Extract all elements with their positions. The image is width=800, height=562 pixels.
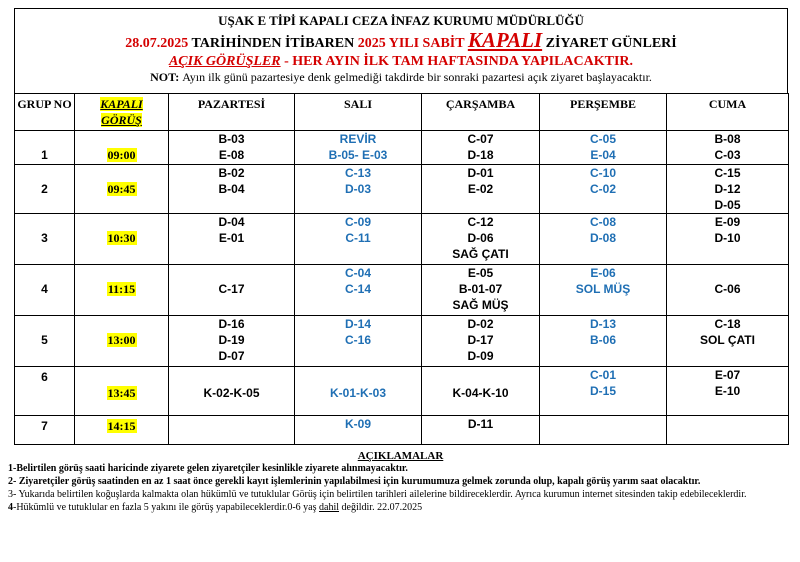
open-visits-text: - HER AYIN İLK TAM HAFTASINDA YAPILACAKTIR. [280,54,634,69]
ward-cell-thursday [540,165,667,214]
ward-cell-wednesday [422,416,540,445]
kapali-header-line2: GÖRÜŞ [101,113,142,127]
ward-cell-monday [169,316,295,367]
schedule-heading [15,28,787,53]
visit-time-cell [75,165,169,214]
ward-cell-wednesday [422,214,540,265]
visit-time: 09:45 [107,182,136,196]
ward-cell-friday [667,165,789,214]
group-number [15,316,75,367]
group-number [15,165,75,214]
ward-code [667,416,788,432]
ward-code: B-06 [589,333,616,347]
ward-code: C-15 [714,166,741,180]
ward-code: D-11 [467,417,494,431]
ward-code: C-02 [589,182,616,196]
visit-time-cell [75,131,169,165]
group-number-text: 3 [41,231,48,245]
schedule-table [14,93,789,445]
group-number-text: 4 [41,282,48,296]
kapali-label: KAPALI [467,28,543,52]
ward-cell-thursday [540,131,667,165]
ward-code: D-14 [344,317,371,331]
note-text: Ayın ilk günü pazartesiye denk gelmediği takdirde bir sonraki pazartesi açık ziyaret başlayacaktır. [182,70,652,84]
ward-code: E-08 [218,148,245,162]
ward-code: B-02 [218,166,245,180]
ward-code: D-03 [344,182,371,196]
ward-code: C-18 [714,317,741,331]
ward-code: C-04 [344,266,371,280]
ward-code: D-10 [714,231,741,245]
col-header-monday: PAZARTESİ [169,94,295,131]
ward-cell-monday [169,416,295,445]
visit-time: 13:00 [107,333,136,347]
ward-cell-monday [169,367,295,416]
note-4 [8,502,793,514]
col-header-friday: CUMA [667,94,789,131]
ward-code: B-08 [714,132,741,146]
group-number-text: 7 [41,419,48,433]
group-number-text: 2 [41,182,48,196]
institution-title: UŞAK E TİPİ KAPALI CEZA İNFAZ KURUMU MÜDÜRLÜĞÜ [218,13,584,28]
ward-code [169,416,294,432]
group-number [15,265,75,316]
col-header-tuesday: SALI [295,94,422,131]
ward-code: D-07 [218,349,245,363]
ward-code: D-02 [467,317,494,331]
table-row [15,265,789,316]
group-number-text: 5 [41,333,48,347]
ward-code: SOL ÇATI [700,333,755,347]
ward-code: C-03 [714,148,741,162]
ward-code: C-01 [589,368,616,382]
visit-days-label: ZİYARET GÜNLERİ [542,36,677,51]
ward-code: C-14 [344,282,371,296]
ward-cell-monday [169,265,295,316]
ward-cell-tuesday [295,265,422,316]
note-1: 1-Belirtilen görüş saati haricinde ziyarete gelen ziyaretçiler kesinlikle ziyarete alınmayacaktır. [8,463,408,474]
ward-cell-thursday [540,316,667,367]
ward-code: K-09 [344,417,371,431]
visit-time-cell [75,416,169,445]
col-header-thursday: PERŞEMBE [540,94,667,131]
col-header-kapali-gorus [75,94,169,131]
ward-code: C-16 [344,333,371,347]
ward-cell-wednesday [422,131,540,165]
ward-code: C-07 [467,132,494,146]
ward-cell-wednesday [422,367,540,416]
ward-code: C-08 [589,215,616,229]
group-number [15,214,75,265]
ward-code: SAĞ ÇATI [452,247,509,261]
group-number [15,131,75,165]
ward-cell-friday [667,367,789,416]
visit-time: 11:15 [107,282,136,296]
ward-code: D-05 [714,198,741,212]
visit-time: 13:45 [107,386,136,400]
ward-code: D-04 [218,215,245,229]
table-row [15,316,789,367]
ward-code: D-16 [218,317,245,331]
notes-title: AÇIKLAMALAR [357,450,444,462]
note-line [15,70,787,84]
ward-code: E-06 [590,266,616,280]
schedule-body [15,131,789,445]
ward-code: K-02-K-05 [203,386,260,400]
ward-cell-friday [667,214,789,265]
ward-code: C-10 [589,166,616,180]
ward-code: E-04 [590,148,616,162]
ward-cell-monday [169,165,295,214]
ward-code: C-09 [344,215,371,229]
ward-code: D-15 [589,384,616,398]
group-number-text: 6 [41,370,48,384]
header-row [15,94,789,131]
group-number [15,367,75,416]
note-4-text: -Hükümlü ve tutuklular en fazla 5 yakını ile görüş yapabileceklerdir.0-6 yaş [13,502,320,513]
ward-code: D-12 [714,182,741,196]
ward-cell-tuesday [295,214,422,265]
ward-cell-thursday [540,416,667,445]
ward-cell-tuesday [295,416,422,445]
visit-time-cell [75,316,169,367]
ward-code: C-06 [714,282,741,296]
ward-code: D-08 [589,231,616,245]
start-date: 28.07.2025 [125,36,189,51]
visit-time: 09:00 [107,148,136,162]
note-label: NOT: [150,70,183,84]
col-header-wednesday: ÇARŞAMBA [422,94,540,131]
ward-code: C-12 [467,215,494,229]
ward-cell-thursday [540,265,667,316]
ward-code: SOL MÜŞ [575,282,631,296]
ward-code: D-09 [467,349,494,363]
notes-section [8,450,793,515]
ward-cell-tuesday [295,367,422,416]
kapali-header-line1: KAPALI [100,97,143,111]
ward-code: B-03 [218,132,245,146]
year-label: 2025 YILI SABİT [357,36,465,51]
ward-code: C-13 [344,166,371,180]
col-header-group-no: GRUP NO [15,94,75,131]
ward-code: B-04 [218,182,245,196]
ward-code: REVİR [339,132,377,146]
table-row [15,214,789,265]
ward-code: D-19 [218,333,245,347]
group-number-text: 1 [41,148,48,162]
table-row [15,367,789,416]
note-3: 3- Yukarıda belirtilen koğuşlarda kalmakta olan hükümlü ve tutuklular Görüş için belirtilen tarihleri ailelerine bildireceklerdir. Ayrıca kurumun internet sitesinden takip edebileceklerdir. [8,489,747,500]
ward-code: D-13 [589,317,616,331]
ward-code: E-02 [467,182,494,196]
ward-code: E-07 [714,368,741,382]
ward-code: E-09 [714,215,741,229]
ward-cell-monday [169,131,295,165]
note-4-number: 4 [8,502,13,513]
ward-cell-tuesday [295,165,422,214]
table-row [15,416,789,445]
ward-code: D-01 [467,166,494,180]
group-number [15,416,75,445]
ward-code: K-01-K-03 [329,386,386,400]
ward-cell-thursday [540,214,667,265]
ward-cell-friday [667,316,789,367]
visit-time: 10:30 [107,231,136,245]
ward-cell-wednesday [422,265,540,316]
ward-code: E-01 [218,231,245,245]
ward-code: C-05 [589,132,616,146]
ward-code: E-05 [467,266,494,280]
table-row [15,165,789,214]
ward-code: C-11 [345,231,371,245]
ward-cell-monday [169,214,295,265]
note-4-end: değildir. 22.07.2025 [339,502,423,513]
ward-cell-friday [667,131,789,165]
ward-code: SAĞ MÜŞ [452,298,509,312]
note-4-dahil: dahil [319,502,340,513]
ward-cell-tuesday [295,316,422,367]
ward-code: E-10 [714,384,741,398]
ward-cell-tuesday [295,131,422,165]
ward-cell-wednesday [422,165,540,214]
ward-code: D-17 [467,333,494,347]
ward-cell-thursday [540,367,667,416]
ward-code [540,416,666,432]
visit-time-cell [75,265,169,316]
ward-code: K-04-K-10 [452,386,509,400]
visit-time-cell [75,367,169,416]
ward-code: B-05- E-03 [328,148,388,162]
ward-cell-friday [667,265,789,316]
ward-code: B-01-07 [458,282,503,296]
ward-cell-friday [667,416,789,445]
ward-code: D-18 [467,148,494,162]
visit-time-cell [75,214,169,265]
note-2: 2- Ziyaretçiler görüş saatinden en az 1 saat önce gerekli kayıt işlemlerinin yapılabilmesi için kurumumuza gelmek zorunda olup, kapalı görüş yarım saat olacaktır. [8,476,701,487]
ward-cell-wednesday [422,316,540,367]
open-visits-label: AÇIK GÖRÜŞLER [168,54,281,69]
open-visits-line [15,53,787,70]
table-row [15,131,789,165]
visit-time: 14:15 [107,419,136,433]
ward-code: D-06 [467,231,494,245]
document-header [14,8,788,93]
ward-code: C-17 [218,282,245,296]
heading-connector: TARİHİNDEN İTİBAREN [188,36,358,51]
